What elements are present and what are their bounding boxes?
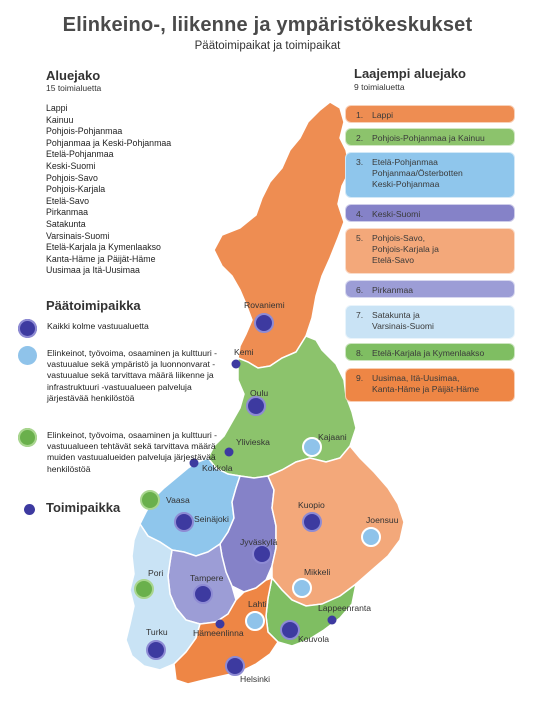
city-label-joensuu: Joensuu [366, 515, 399, 525]
area-box-6 [345, 280, 515, 298]
city-label-turku: Turku [146, 627, 168, 637]
area-box-5 [345, 228, 515, 274]
area-label: Keski-Suomi [372, 209, 421, 219]
city-label-rovaniemi: Rovaniemi [244, 300, 285, 310]
aluejako-heading: Aluejako [46, 68, 101, 83]
area-label: Uusimaa, Itä-Uusimaa, Kanta-Häme ja Päijät-Häme [372, 373, 479, 395]
area-number: 5. [356, 233, 364, 243]
area-number: 9. [356, 373, 364, 383]
region-list-item: Satakunta [46, 218, 86, 229]
legend-text: Elinkeinot, työvoima, osaaminen ja kulttuuri -vastuualueen tehtävät sekä tarvittava määrä muiden vastuualueiden palveluja järjestävää henkilöstöä [47, 430, 218, 474]
area-box-3 [345, 152, 515, 198]
legend-item-all [18, 319, 218, 339]
region-list-item: Lappi [46, 103, 68, 113]
legend-dot-icon [18, 346, 37, 365]
city-marker-mikkeli [293, 579, 311, 597]
city-marker-jyv-skyl- [253, 545, 271, 563]
city-marker-kuopio [303, 513, 321, 531]
city-marker-vaasa [141, 491, 159, 509]
area-label: Pirkanmaa [372, 285, 414, 295]
area-box-1 [345, 105, 515, 123]
area-number: 7. [356, 310, 364, 320]
region-list-item: Etelä-Pohjanmaa [46, 149, 114, 160]
page-title: Elinkeino-, liikenne ja ympäristökeskukset [62, 14, 473, 36]
area-label: Satakunta ja Varsinais-Suomi [372, 310, 434, 332]
region-list-item: Pirkanmaa [46, 207, 89, 218]
city-label-kokkola: Kokkola [202, 463, 233, 473]
region-list-item: Etelä-Karjala ja Kymenlaakso [46, 242, 161, 253]
region-list-item: Kanta-Häme ja Päijät-Häme [46, 253, 156, 264]
legend-text: Elinkeinot, työvoima, osaaminen ja kulttuuri -vastuualue sekä ympäristö ja luonnonvarat -vastuualue sekä tarvittava määrä liikenne ja infrastruktuuri -vastuualueen palveluja järjestävää henkilöstöä [47, 348, 218, 403]
city-marker-tampere [194, 585, 212, 603]
area-box-2 [345, 128, 515, 146]
city-label-h-meenlinna: Hämeenlinna [193, 628, 244, 638]
city-label-pori: Pori [148, 568, 164, 578]
area-box-7 [345, 305, 515, 339]
legend-dot-icon [18, 428, 37, 447]
region-list-item: Pohjois-Pohjanmaa [46, 126, 123, 137]
area-label: Etelä-Pohjanmaa Pohjanmaa/Österbotten Keski-Pohjanmaa [372, 157, 463, 190]
region-list-item: Pohjanmaa ja Keski-Pohjanmaa [46, 137, 172, 148]
city-label-kemi: Kemi [234, 347, 254, 357]
city-label-kouvola: Kouvola [298, 634, 330, 644]
laajempi-heading: Laajempi aluejako [354, 66, 466, 81]
area-label: Etelä-Karjala ja Kymenlaakso [372, 348, 485, 358]
toimipaikka-dot-icon [24, 504, 35, 515]
city-label-tampere: Tampere [190, 573, 224, 583]
city-label-helsinki: Helsinki [240, 674, 271, 684]
city-marker-kemi [232, 360, 241, 369]
city-marker-sein-joki [175, 513, 193, 531]
area-label: Pohjois-Pohjanmaa ja Kainuu [372, 133, 485, 143]
region-list [46, 103, 171, 277]
area-number: 1. [356, 110, 364, 120]
area-number: 8. [356, 348, 364, 358]
laajempi-subheading: 9 toimialuetta [354, 82, 405, 92]
city-label-lappeenranta: Lappeenranta [318, 603, 372, 613]
page-subtitle: Päätoimipaikat ja toimipaikat [194, 40, 341, 52]
area-number: 3. [356, 157, 364, 167]
city-marker-helsinki [226, 657, 244, 675]
city-marker-turku [147, 641, 165, 659]
city-label-sein-joki: Seinäjoki [194, 514, 229, 524]
city-label-lahti: Lahti [248, 599, 267, 609]
city-marker-kouvola [281, 621, 299, 639]
legend-dot-icon [18, 319, 37, 338]
city-label-kuopio: Kuopio [298, 500, 325, 510]
region-ita-suomi [268, 446, 404, 606]
legend-item-green [18, 428, 218, 488]
city-marker-joensuu [362, 528, 380, 546]
paatoimipaikka-heading: Päätoimipaikka [46, 298, 141, 313]
area-label: Pohjois-Savo, Pohjois-Karjala ja Etelä-Savo [372, 233, 439, 266]
city-label-kajaani: Kajaani [318, 432, 347, 442]
area-number: 2. [356, 133, 364, 143]
region-lappi [214, 102, 350, 368]
region-list-item: Uusimaa ja Itä-Uusimaa [46, 265, 140, 276]
region-pohjois-pohjanmaa-kainuu [208, 336, 356, 478]
city-label-mikkeli: Mikkeli [304, 567, 331, 577]
area-box-9 [345, 368, 515, 402]
region-list-item: Kainuu [46, 114, 74, 125]
region-list-item: Keski-Suomi [46, 160, 96, 171]
region-list-item: Etelä-Savo [46, 195, 90, 206]
city-label-ylivieska: Ylivieska [236, 437, 270, 447]
legend-text: Kaikki kolme vastuualuetta [47, 321, 149, 331]
city-marker-oulu [247, 397, 265, 415]
region-list-item: Varsinais-Suomi [46, 230, 110, 241]
region-list-item: Pohjois-Karjala [46, 184, 106, 195]
city-label-vaasa: Vaasa [166, 495, 190, 505]
city-marker-lappeenranta [328, 616, 337, 625]
area-number: 6. [356, 285, 364, 295]
area-box-8 [345, 343, 515, 361]
area-number: 4. [356, 209, 364, 219]
city-label-oulu: Oulu [250, 388, 269, 398]
city-label-jyv-skyl-: Jyväskylä [240, 537, 278, 547]
area-label: Lappi [372, 110, 394, 120]
city-marker-rovaniemi [255, 314, 273, 332]
aluejako-subheading: 15 toimialuetta [46, 83, 102, 93]
area-box-4 [345, 204, 515, 222]
city-marker-pori [135, 580, 153, 598]
toimipaikka-heading: Toimipaikka [46, 500, 121, 515]
region-list-item: Pohjois-Savo [46, 172, 98, 183]
legend-item-blue [18, 346, 218, 416]
city-marker-lahti [246, 612, 264, 630]
